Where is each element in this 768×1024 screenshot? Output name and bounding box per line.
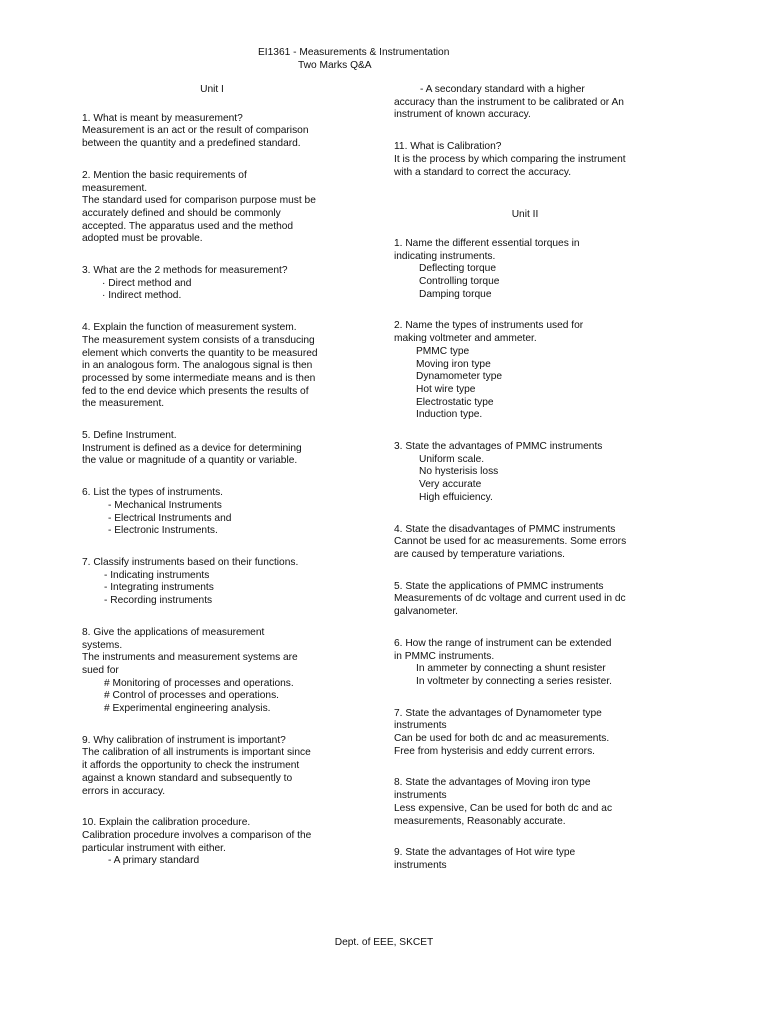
list-item: Uniform scale. <box>419 453 485 465</box>
unit1-q3 <box>82 265 342 303</box>
question: 3. What are the 2 methods for measurement? <box>82 265 288 277</box>
answer: The measurement system consists of a transducing element which converts the quantity to be measured in an analogous form. The analogous signal is then processed by some intermediate means and is then fed to the end device which presents the results of the measurement. <box>82 334 318 410</box>
question: 11. What is Calibration? <box>394 141 502 153</box>
unit2-q6 <box>394 638 656 689</box>
answer: Instrument is defined as a device for determining the value or magnitude of a quantity or variable. <box>82 442 302 467</box>
list-item: In voltmeter by connecting a series resister. <box>416 675 612 687</box>
unit1-q10-continued <box>394 84 656 122</box>
answer: Measurements of dc voltage and current used in dc galvanometer. <box>394 593 626 618</box>
unit1-q5 <box>82 430 342 468</box>
left-column <box>82 84 342 868</box>
answer: The calibration of all instruments is important since it affords the opportunity to check the instrument against a known standard and subsequently to errors in accuracy. <box>82 747 311 797</box>
list-item: Moving iron type <box>416 358 491 370</box>
list-item: Induction type. <box>416 409 483 421</box>
unit2-q5 <box>394 581 656 619</box>
document-title: EI1361 - Measurements & Instrumentation <box>258 47 450 58</box>
question: 7. State the advantages of Dynamometer type instruments <box>394 707 602 732</box>
unit1-q7 <box>82 557 342 608</box>
unit2-q9 <box>394 847 656 872</box>
list-item: - Integrating instruments <box>104 582 214 594</box>
unit1-q2 <box>82 170 342 246</box>
answer-continued: - A secondary standard with a higher accuracy than the instrument to be calibrated or An instrument of known accuracy. <box>394 84 624 121</box>
unit1-q1 <box>82 113 342 151</box>
page-footer: Dept. of EEE, SKCET <box>334 937 434 948</box>
list-item: # Experimental engineering analysis. <box>104 703 271 715</box>
list-item: No hysterisis loss <box>419 466 499 478</box>
answer: Less expensive, Can be used for both dc and ac measurements, Reasonably accurate. <box>394 802 613 827</box>
unit-2-heading: Unit II <box>511 209 539 221</box>
list-item: Dynamometer type <box>416 371 503 383</box>
list-item: · Direct method and <box>102 277 192 289</box>
answer: Cannot be used for ac measurements. Some errors are caused by temperature variations. <box>394 536 627 560</box>
unit-1-heading: Unit I <box>200 84 224 95</box>
question: 5. Define Instrument. <box>82 430 177 442</box>
question: 6. List the types of instruments. <box>82 487 223 499</box>
list-item: # Monitoring of processes and operations. <box>104 677 294 689</box>
answer: The standard used for comparison purpose must be accurately defined and should be commonly accepted. The apparatus used and the method adopted must be provable. <box>82 195 316 245</box>
unit1-q11 <box>394 141 656 179</box>
unit1-q8 <box>82 627 342 716</box>
list-item: PMMC type <box>416 345 470 357</box>
unit1-q6 <box>82 487 342 538</box>
list-item: - Electronic Instruments. <box>108 525 218 537</box>
list-item: In ammeter by connecting a shunt resister <box>416 663 606 675</box>
unit2-q3 <box>394 441 656 505</box>
question: 1. Name the different essential torques in indicating instruments. <box>394 237 580 262</box>
question: 1. What is meant by measurement? <box>82 112 243 124</box>
document-subtitle: Two Marks Q&A <box>298 60 372 71</box>
question: 9. State the advantages of Hot wire type instruments <box>394 847 576 871</box>
right-column <box>394 84 656 873</box>
unit1-q9 <box>82 735 342 799</box>
unit2-q7 <box>394 708 656 759</box>
question: 5. State the applications of PMMC instruments <box>394 580 604 592</box>
answer: Calibration procedure involves a comparison of the particular instrument with either. <box>82 829 312 854</box>
unit1-q10 <box>82 817 342 868</box>
answer: It is the process by which comparing the instrument with a standard to correct the accuracy. <box>394 153 626 178</box>
question: 2. Name the types of instruments used for making voltmeter and ammeter. <box>394 320 584 345</box>
unit2-q1 <box>394 238 656 302</box>
question: 4. State the disadvantages of PMMC instruments <box>394 523 616 535</box>
list-item: High effuiciency. <box>419 491 493 503</box>
answer: The instruments and measurement systems are sued for <box>82 652 298 676</box>
answer: Can be used for both dc and ac measurements. Free from hysterisis and eddy current errors. <box>394 733 610 757</box>
list-item: - Mechanical Instruments <box>108 499 222 511</box>
list-item: Deflecting torque <box>419 263 497 275</box>
list-item: # Control of processes and operations. <box>104 690 279 702</box>
question: 7. Classify instruments based on their functions. <box>82 556 299 568</box>
question: 8. State the advantages of Moving iron type instruments <box>394 777 591 802</box>
unit2-q8 <box>394 777 656 828</box>
list-item: - A primary standard <box>108 855 200 867</box>
list-item: Very accurate <box>419 479 482 491</box>
list-item: Electrostatic type <box>416 396 494 408</box>
unit1-q4 <box>82 322 342 411</box>
list-item: · Indirect method. <box>102 290 182 302</box>
unit2-q4 <box>394 524 656 562</box>
list-item: Hot wire type <box>416 383 476 395</box>
question: 6. How the range of instrument can be extended in PMMC instruments. <box>394 637 612 662</box>
question: 10. Explain the calibration procedure. <box>82 817 251 829</box>
question: 2. Mention the basic requirements of measurement. <box>82 169 247 194</box>
list-item: Controlling torque <box>419 276 500 288</box>
question: 4. Explain the function of measurement system. <box>82 322 297 334</box>
list-item: - Indicating instruments <box>104 569 210 581</box>
list-item: - Recording instruments <box>104 595 213 607</box>
answer: Measurement is an act or the result of comparison between the quantity and a predefined standard. <box>82 125 309 150</box>
question: 3. State the advantages of PMMC instruments <box>394 441 603 453</box>
question: 9. Why calibration of instrument is important? <box>82 734 286 746</box>
list-item: Damping torque <box>419 288 492 300</box>
unit2-q2 <box>394 320 656 422</box>
question: 8. Give the applications of measurement systems. <box>82 626 265 651</box>
list-item: - Electrical Instruments and <box>108 512 232 524</box>
